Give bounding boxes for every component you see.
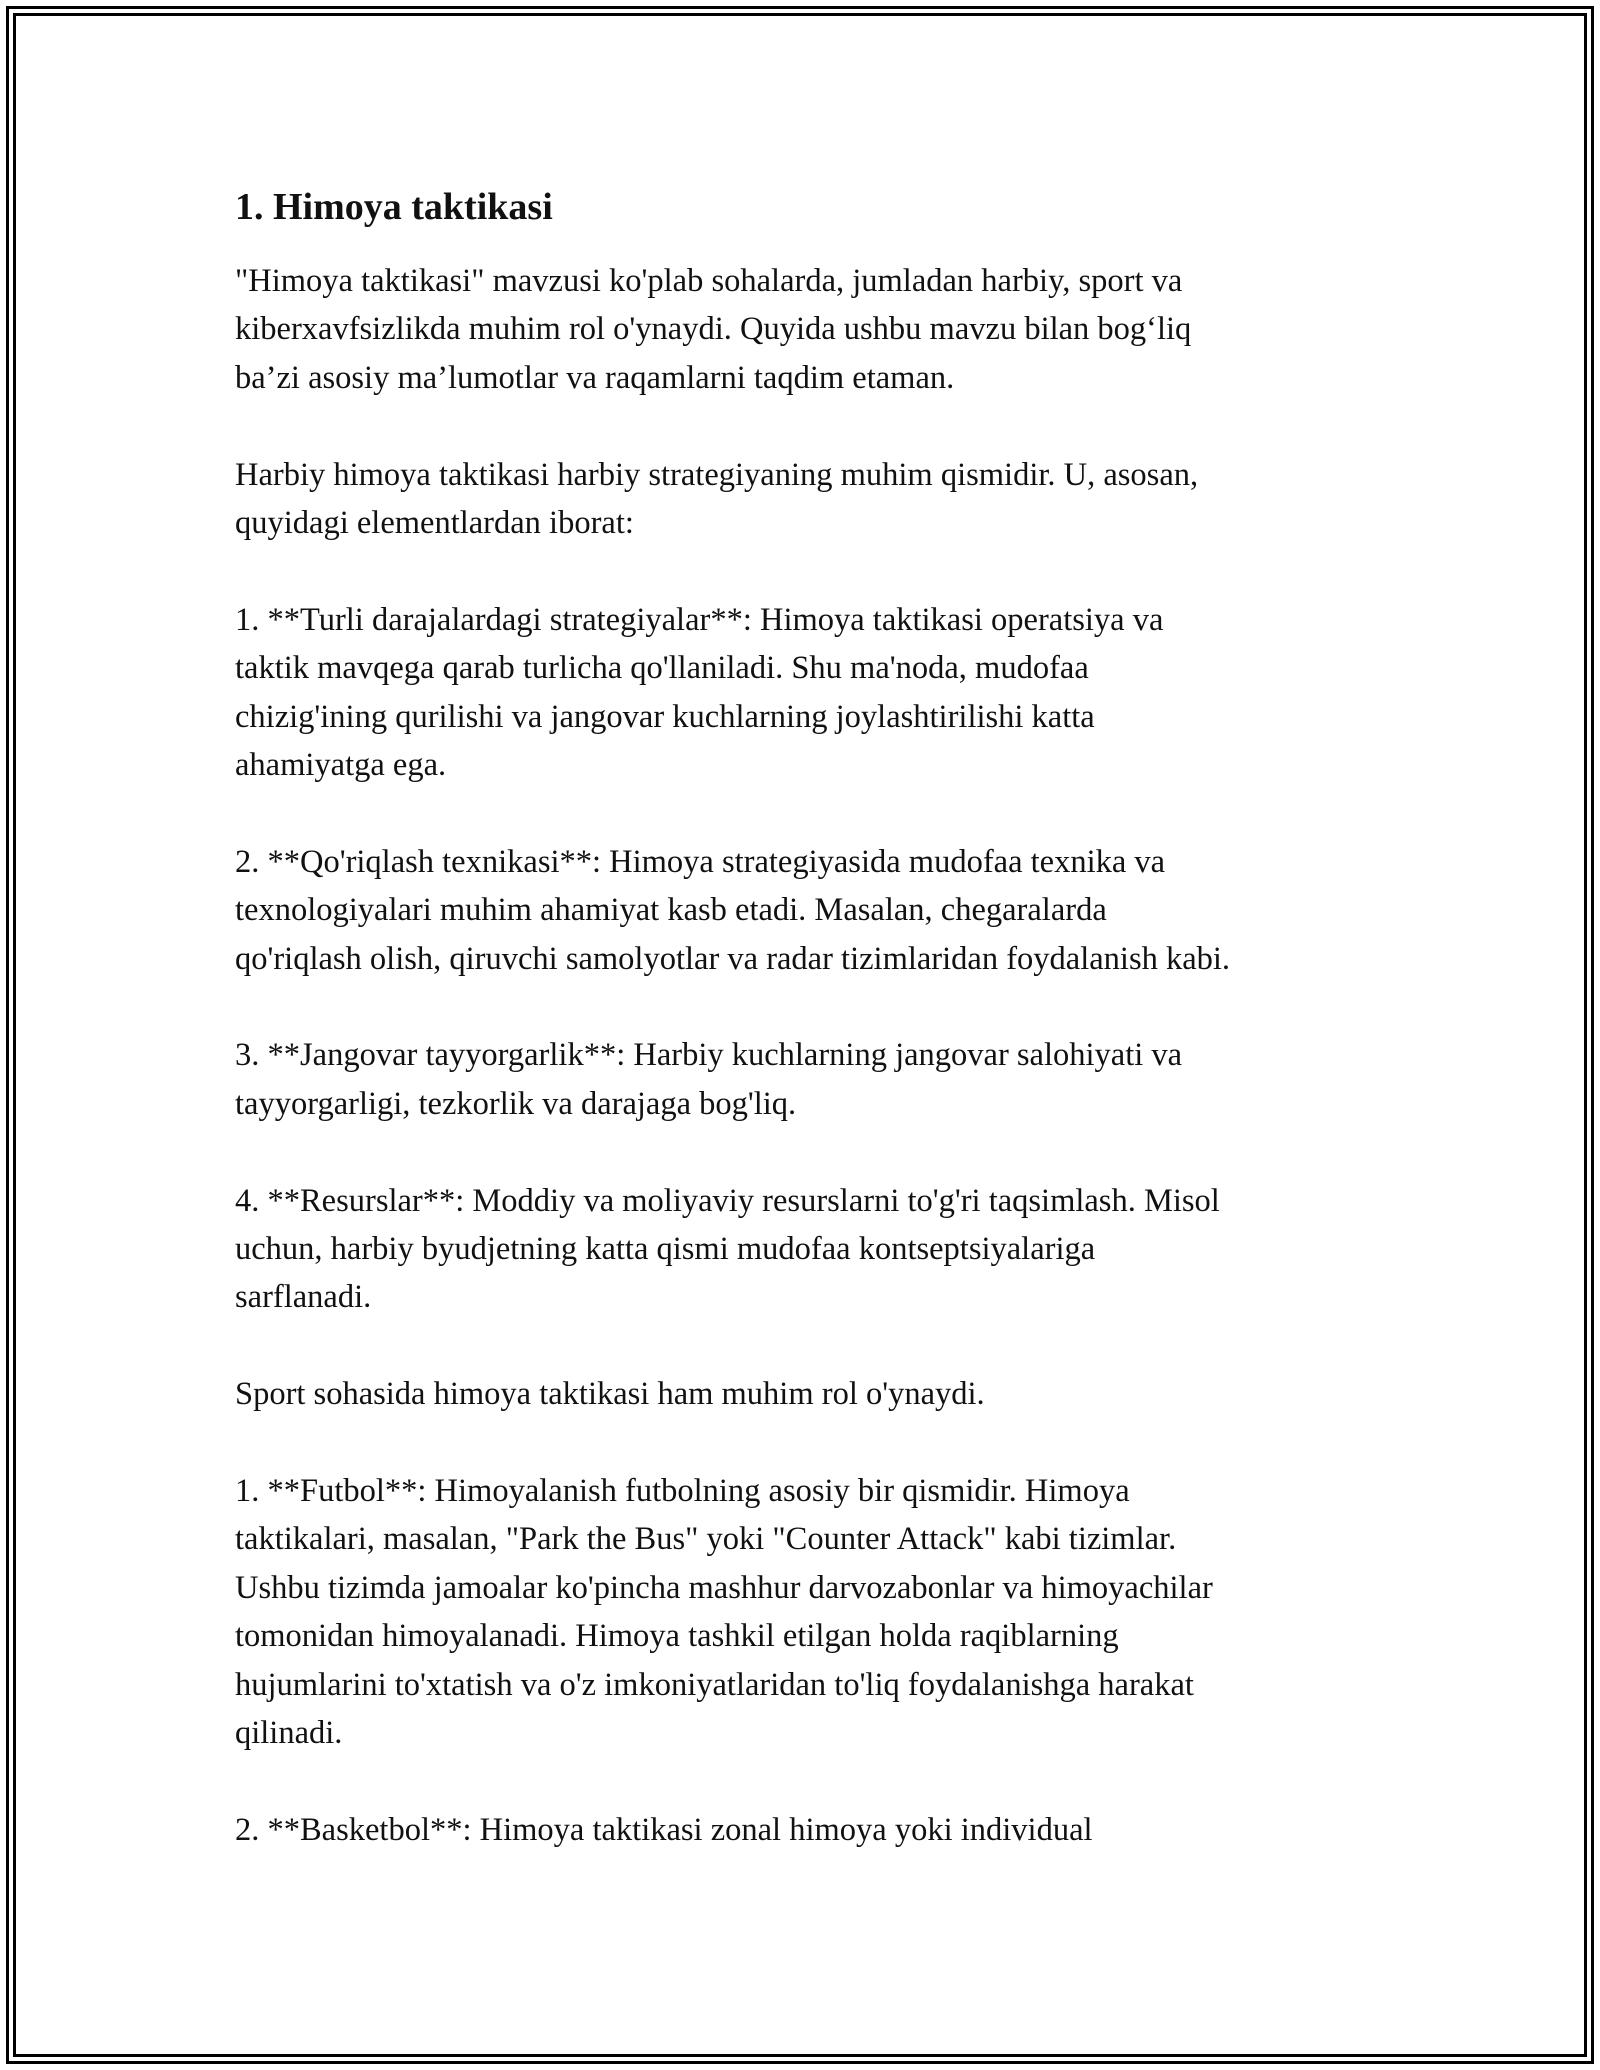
paragraph-military-overview: Harbiy himoya taktikasi harbiy strategiyaning muhim qismidir. U, asosan, quyidagi elementlardan iborat:: [235, 456, 1199, 542]
list-item-football: 1. **Futbol**: Himoyalanish futbolning asosiy bir qismidir. Himoya taktikalari, masalan, "Park the Bus" yoki "Counter Attack" kabi tizimlar. Ushbu tizimda jamoalar ko'pincha mashhur darvozabonlar va himoyachilar tomonidan himoyalanadi. Himoya tashkil etilgan holda raqiblarning hujumlarini to'xtatish va o'z imkoniyatlaridan to'liq foydalanishga harakat qilinadi.: [235, 1473, 1213, 1752]
list-item-strategies: 1. **Turli darajalardagi strategiyalar**: Himoya taktikasi operatsiya va taktik mavqega qarab turlicha qo'llaniladi. Shu ma'noda, mudofaa chizig'ining qurilishi va jangovar kuchlarning joylashtirilishi katta ahamiyatga ega.: [235, 601, 1164, 784]
document-body: [235, 183, 1375, 1903]
list-item-combat-readiness: 3. **Jangovar tayyorgarlik**: Harbiy kuchlarning jangovar salohiyati va tayyorgarligi, tezkorlik va darajaga bog'liq.: [235, 1037, 1183, 1122]
list-item-resources: 4. **Resurslar**: Moddiy va moliyaviy resurslarni to'g'ri taqsimlash. Misol uchun, harbiy byudjetning katta qismi mudofaa kontseptsiyalariga sarflanadi.: [235, 1182, 1220, 1316]
list-item-protection-technique: 2. **Qo'riqlash texnikasi**: Himoya strategiyasida mudofaa texnika va texnologiyalari muhim ahamiyat kasb etadi. Masalan, chegaralarda qo'riqlash olish, qiruvchi samolyotlar va radar tizimlaridan foydalanish kabi.: [235, 843, 1231, 977]
paragraph-sport-overview: Sport sohasida himoya taktikasi ham muhim rol o'ynaydi.: [235, 1376, 985, 1413]
paragraph-intro: "Himoya taktikasi" mavzusi ko'plab sohalarda, jumladan harbiy, sport va kiberxavfsizlikda muhim rol o'ynaydi. Quyida ushbu mavzu bilan bog‘liq ba’zi asosiy ma’lumotlar va raqamlarni taqdim etaman.: [235, 263, 1192, 396]
list-item-basketball: 2. **Basketbol**: Himoya taktikasi zonal himoya yoki individual: [235, 1811, 1093, 1848]
document-title: 1. Himoya taktikasi: [235, 186, 553, 228]
